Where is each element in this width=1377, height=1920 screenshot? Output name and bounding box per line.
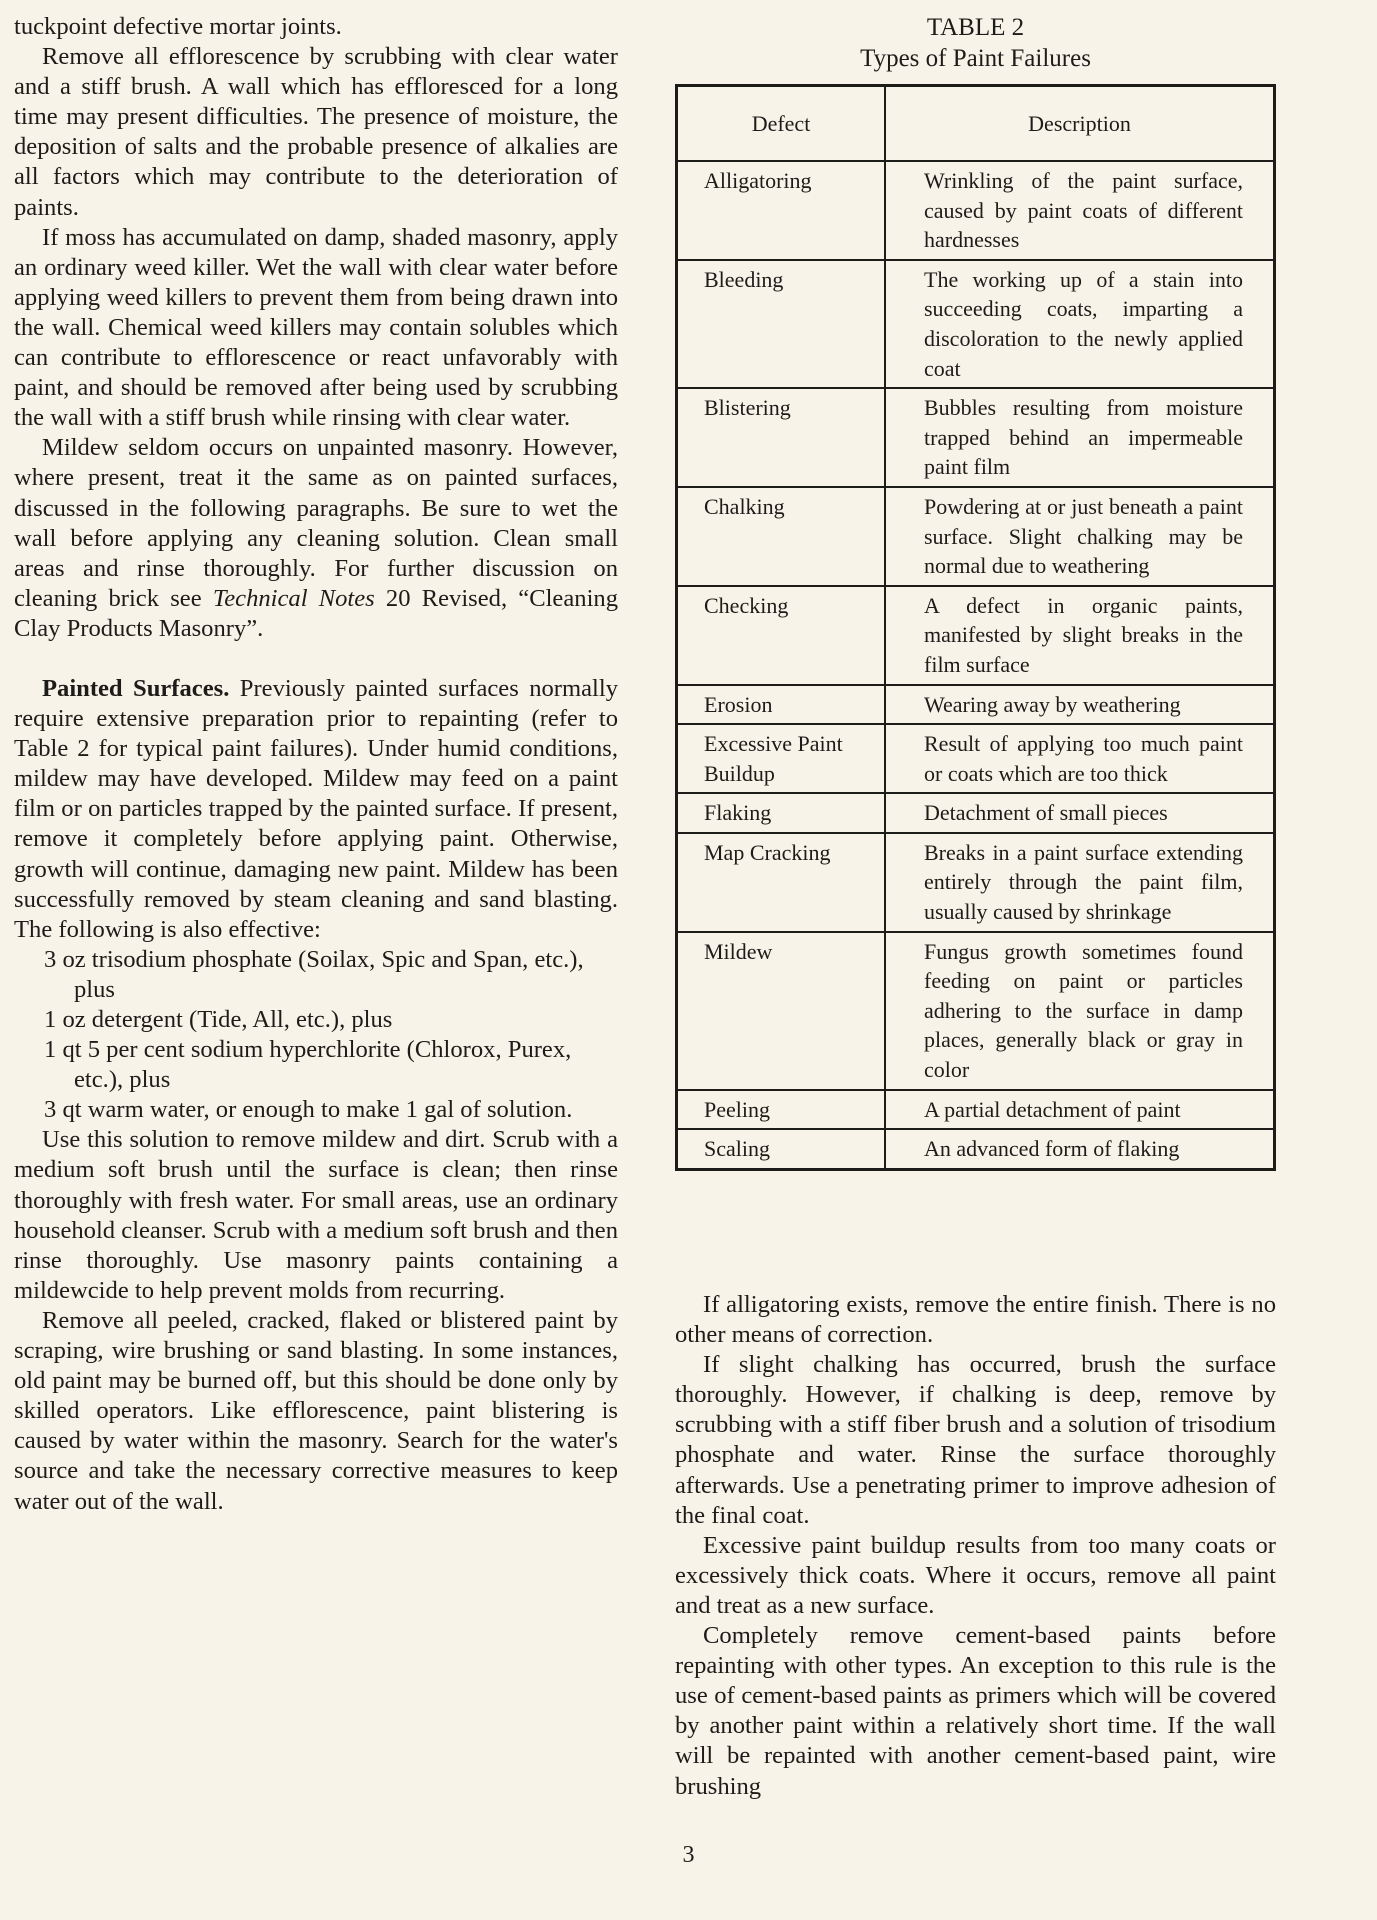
description-cell: A defect in organic paints, manifested by slight breaks in the film surface [885,586,1275,685]
table-row [677,586,1275,685]
table-row [677,793,1275,833]
paragraph [14,674,618,945]
defect-cell: Scaling [677,1129,886,1169]
description-cell: A partial detachment of paint [885,1090,1275,1130]
table-row [677,724,1275,793]
table-caption [675,12,1276,74]
recipe-list [14,945,618,1126]
defect-cell: Alligatoring [677,161,886,260]
paragraph: tuckpoint defective mortar joints. [14,13,342,40]
paragraph: Excessive paint buildup results from too many coats or excessively thick coats. Where it occurs, remove all paint and treat as a new surface. [675,1531,1276,1619]
table-label: TABLE 2 [926,14,1025,41]
paragraph [14,433,618,644]
paragraph: If moss has accumulated on damp, shaded masonry, apply an ordinary weed killer. Wet the wall with clear water before applying weed killers to prevent them from being drawn into the wall. Chemical weed killers may contain solubles which can contribute to efflorescence or react unfavorably with paint, and should be removed after being used by scrubbing the wall with a stiff brush while rinsing with clear water. [14,223,618,432]
defect-cell: Erosion [677,685,886,725]
table-row [677,932,1275,1090]
right-column [675,1290,1276,1802]
paragraph: Use this solution to remove mildew and dirt. Scrub with a medium soft brush until the surface is clean; then rinse thoroughly with fresh water. For small areas, use an ordinary household cleanser. Scrub with a medium soft brush and then rinse thoroughly. Use masonry paints containing a mildewcide to help prevent molds from recurring. [14,1126,618,1304]
defect-cell: Peeling [677,1090,886,1130]
description-cell: Wearing away by weathering [885,685,1275,725]
column-header-description: Description [885,86,1275,162]
defect-cell: Checking [677,586,886,685]
text-run: 20 Revised, “Cleaning Clay Products Masonry”. [14,584,618,642]
paragraph: Remove all peeled, cracked, flaked or blistered paint by scraping, wire brushing or sand blasting. In some instances, old paint may be burned off, but this should be done only by skilled operators. Like efflorescence, paint blistering is caused by water within the masonry. Search for the water's source and take the necessary corrective measures to keep water out of the wall. [14,1306,618,1515]
reference-title: Technical Notes [212,584,375,612]
paragraph: Completely remove cement-based paints before repainting with other types. An exception to this rule is the use of cement-based paints as primers which will be covered by another paint within a relatively short time. If the wall will be repainted with another cement-based paint, wire brushing [675,1622,1276,1800]
defect-cell: Mildew [677,932,886,1090]
table-row [677,161,1275,260]
defect-cell: Chalking [677,487,886,586]
defect-cell: Map Cracking [677,833,886,932]
list-item: 3 oz trisodium phosphate (Soilax, Spic and Span, etc.), plus [44,945,584,1003]
section-heading: Painted Surfaces. [42,674,230,702]
defect-cell: Bleeding [677,260,886,388]
description-cell: Fungus growth sometimes found feeding on paint or particles adhering to the surface in damp places, generally black or gray in color [885,932,1275,1090]
table-row [677,260,1275,388]
table-row [677,833,1275,932]
description-cell: The working up of a stain into succeeding coats, imparting a discoloration to the newly applied coat [885,260,1275,388]
description-cell: Detachment of small pieces [885,793,1275,833]
page-number: 3 [682,1842,695,1868]
paint-failures-table [675,84,1276,1171]
defect-cell: Flaking [677,793,886,833]
description-cell: Powdering at or just beneath a paint surface. Slight chalking may be normal due to weathering [885,487,1275,586]
paragraph: If slight chalking has occurred, brush the surface thoroughly. However, if chalking is deep, remove by scrubbing with a stiff fiber brush and a solution of trisodium phosphate and water. Rinse the surface thoroughly afterwards. Use a penetrating primer to improve adhesion of the final coat. [675,1351,1276,1529]
column-header-defect: Defect [677,86,886,162]
table-row [677,487,1275,586]
list-item: 3 qt warm water, or enough to make 1 gal of solution. [44,1096,573,1124]
defect-cell: Excessive Paint Buildup [677,724,886,793]
text-run: Mildew seldom occurs on unpainted masonry. However, where present, treat it the same as on painted surfaces, discussed in the following paragraphs. Be sure to wet the wall before applying any cleaning solution. Clean small areas and rinse thoroughly. For further discussion on cleaning brick see [14,434,618,612]
description-cell: Result of applying too much paint or coats which are too thick [885,724,1275,793]
description-cell: Bubbles resulting from moisture trapped behind an impermeable paint film [885,388,1275,487]
table-row [677,1090,1275,1130]
table-row [677,388,1275,487]
description-cell: An advanced form of flaking [885,1129,1275,1169]
paragraph: If alligatoring exists, remove the entire finish. There is no other means of correction. [675,1291,1276,1349]
left-column [14,12,618,1517]
table-header-row [677,86,1275,162]
defect-cell: Blistering [677,388,886,487]
table-row [677,685,1275,725]
list-item: 1 qt 5 per cent sodium hyperchlorite (Chlorox, Purex, etc.), plus [44,1036,572,1094]
description-cell: Breaks in a paint surface extending entirely through the paint film, usually caused by shrinkage [885,833,1275,932]
text-run: Previously painted surfaces normally require extensive preparation prior to repainting (refer to Table 2 for typical paint failures). Under humid conditions, mildew may have developed. Mildew may feed on a paint film or on particles trapped by the painted surface. If present, remove it completely before applying paint. Otherwise, growth will continue, damaging new paint. Mildew has been successfully removed by steam cleaning and sand blasting. The following is also effective: [14,674,618,943]
list-item: 1 oz detergent (Tide, All, etc.), plus [44,1006,393,1033]
paragraph: Remove all efflorescence by scrubbing with clear water and a stiff brush. A wall which has effloresced for a long time may present difficulties. The presence of moisture, the deposition of salts and the probable presence of alkalies are all factors which may contribute to the deterioration of paints. [14,43,618,221]
table-title: Types of Paint Failures [860,45,1091,72]
table-row [677,1129,1275,1169]
description-cell: Wrinkling of the paint surface, caused by paint coats of different hardnesses [885,161,1275,260]
